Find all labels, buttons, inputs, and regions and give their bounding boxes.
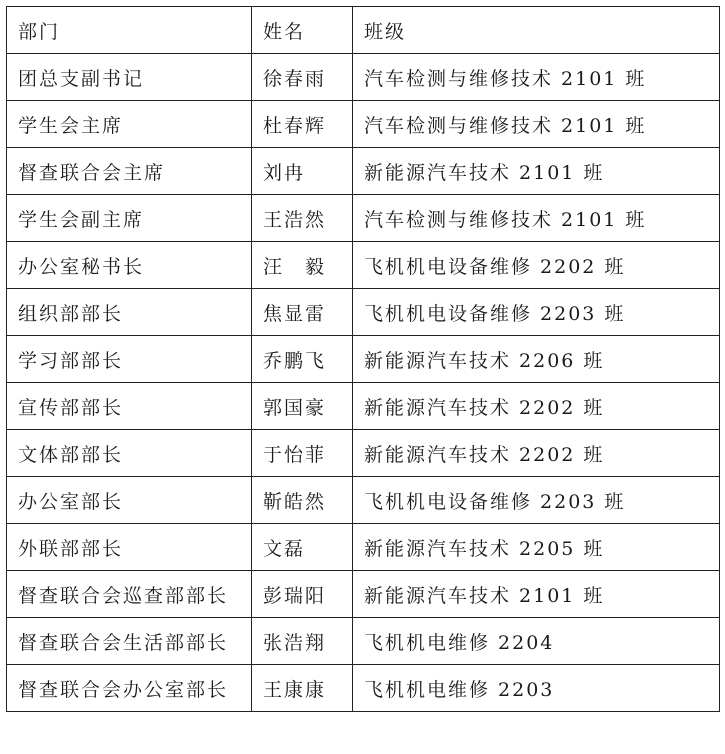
- cell-department: 外联部部长: [7, 524, 252, 571]
- table-row: [7, 195, 720, 242]
- cell-department: 宣传部部长: [7, 383, 252, 430]
- cell-department: 学生会主席: [7, 101, 252, 148]
- student-cadre-table: [6, 6, 720, 712]
- table-header-row: [7, 7, 720, 54]
- cell-class: 汽车检测与维修技术 2101 班: [353, 54, 720, 101]
- table-row: [7, 54, 720, 101]
- table-row: [7, 242, 720, 289]
- table-row: [7, 665, 720, 712]
- cell-name: 乔鹏飞: [252, 336, 353, 383]
- cell-class: 新能源汽车技术 2202 班: [353, 383, 720, 430]
- cell-name: 于怡菲: [252, 430, 353, 477]
- cell-class: 新能源汽车技术 2101 班: [353, 148, 720, 195]
- table-row: [7, 101, 720, 148]
- header-class: 班级: [353, 7, 720, 54]
- cell-name: 张浩翔: [252, 618, 353, 665]
- cell-class: 新能源汽车技术 2205 班: [353, 524, 720, 571]
- cell-class: 新能源汽车技术 2101 班: [353, 571, 720, 618]
- cell-department: 督查联合会主席: [7, 148, 252, 195]
- header-department: 部门: [7, 7, 252, 54]
- cell-name: 焦显雷: [252, 289, 353, 336]
- cell-class: 飞机机电维修 2204: [353, 618, 720, 665]
- cell-department: 学习部部长: [7, 336, 252, 383]
- table-row: [7, 524, 720, 571]
- cell-department: 组织部部长: [7, 289, 252, 336]
- cell-name: 彭瑞阳: [252, 571, 353, 618]
- cell-name: 刘冉: [252, 148, 353, 195]
- cell-name: 杜春辉: [252, 101, 353, 148]
- cell-class: 汽车检测与维修技术 2101 班: [353, 101, 720, 148]
- table-row: [7, 289, 720, 336]
- table-row: [7, 148, 720, 195]
- cell-name: 王浩然: [252, 195, 353, 242]
- table-row: [7, 336, 720, 383]
- cell-department: 督查联合会巡查部部长: [7, 571, 252, 618]
- cell-name: 文磊: [252, 524, 353, 571]
- cell-department: 团总支副书记: [7, 54, 252, 101]
- cell-class: 飞机机电设备维修 2203 班: [353, 289, 720, 336]
- cell-name: 汪 毅: [252, 242, 353, 289]
- table-row: [7, 618, 720, 665]
- cell-name: 靳皓然: [252, 477, 353, 524]
- cell-class: 飞机机电设备维修 2202 班: [353, 242, 720, 289]
- cell-name: 郭国豪: [252, 383, 353, 430]
- table-row: [7, 477, 720, 524]
- cell-department: 办公室部长: [7, 477, 252, 524]
- cell-class: 飞机机电设备维修 2203 班: [353, 477, 720, 524]
- cell-department: 督查联合会办公室部长: [7, 665, 252, 712]
- cell-class: 新能源汽车技术 2206 班: [353, 336, 720, 383]
- cell-class: 飞机机电维修 2203: [353, 665, 720, 712]
- cell-department: 办公室秘书长: [7, 242, 252, 289]
- cell-department: 学生会副主席: [7, 195, 252, 242]
- table-row: [7, 571, 720, 618]
- cell-class: 新能源汽车技术 2202 班: [353, 430, 720, 477]
- table-row: [7, 430, 720, 477]
- header-name: 姓名: [252, 7, 353, 54]
- cell-department: 文体部部长: [7, 430, 252, 477]
- cell-class: 汽车检测与维修技术 2101 班: [353, 195, 720, 242]
- table-row: [7, 383, 720, 430]
- cell-name: 王康康: [252, 665, 353, 712]
- cell-department: 督查联合会生活部部长: [7, 618, 252, 665]
- cell-name: 徐春雨: [252, 54, 353, 101]
